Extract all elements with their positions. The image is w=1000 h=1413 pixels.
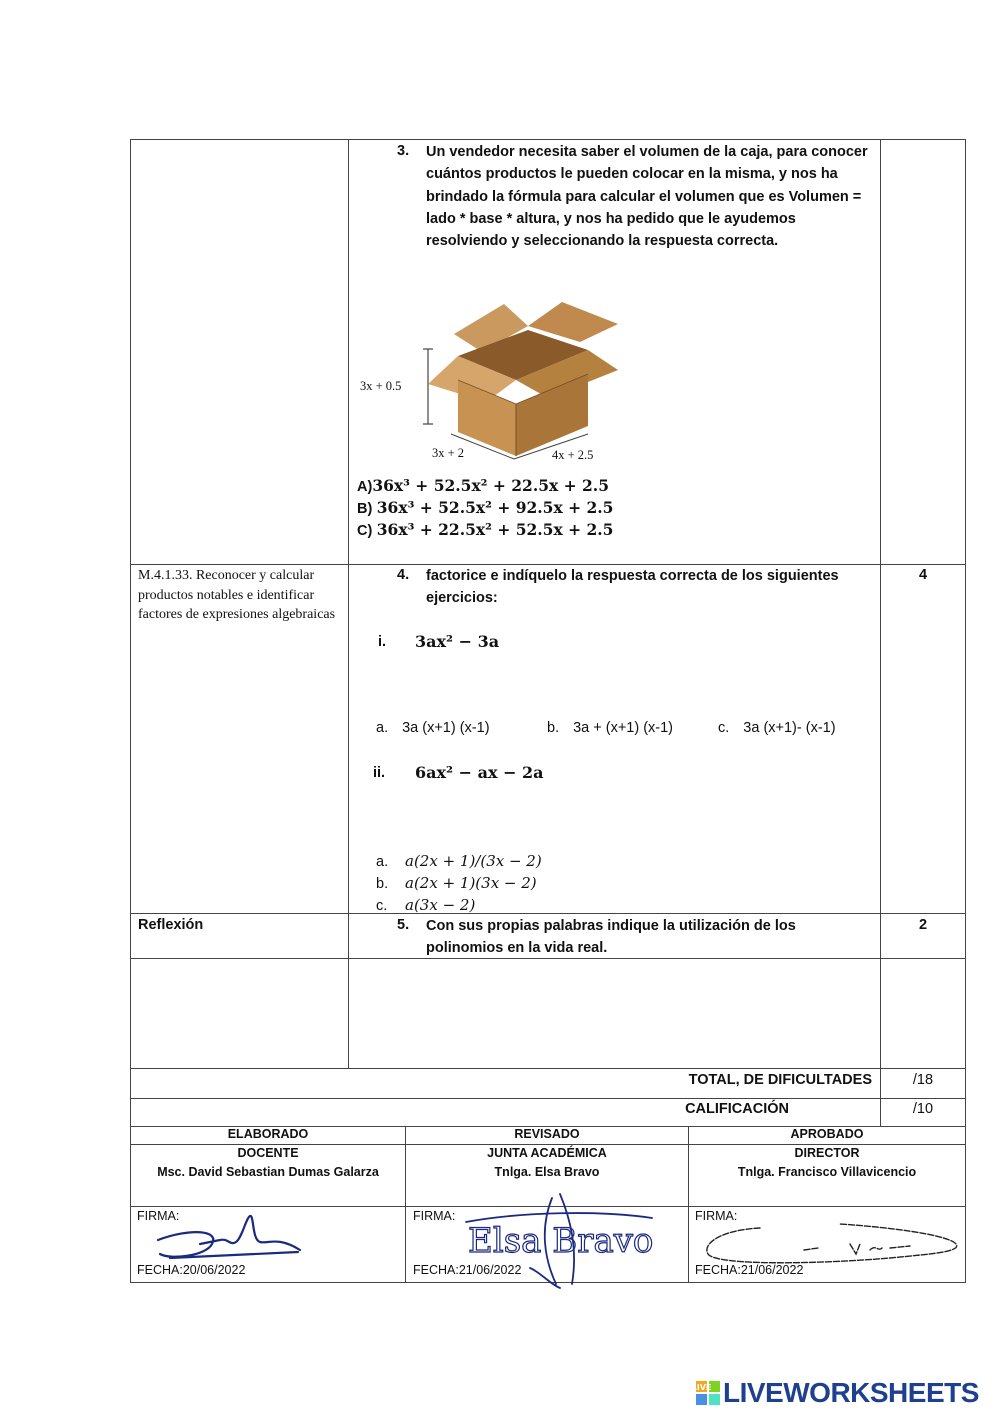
box-width-label: 3x + 2 [432, 446, 465, 460]
question-text: Un vendedor necesita saber el volumen de la caja, para conocer cuántos productos le pueden colocar en la misma, y nos ha brindado la fórmula para calcular el volumen que es Volumen = lado * base * altura, y nos ha pedido que le ayudemos resolviendo y seleccionando la respuesta correcta. [426, 144, 868, 250]
role-director: DIRECTOR [794, 1146, 860, 1160]
name-docente: Msc. David Sebastian Dumas Galarza [157, 1165, 379, 1179]
item-i-option-a[interactable]: a. 3a (x+1) (x-1) [376, 720, 490, 736]
q3-options [357, 476, 613, 542]
signature-junta [460, 1188, 660, 1292]
criterion-text: M.4.1.33. Reconocer y calcular productos notables e identificar factores de expresiones algebraicas [138, 568, 336, 622]
item-i-label: i. [378, 634, 387, 650]
question-text: factorice e indíquelo la respuesta correcta de los siguientes ejercicios: [426, 568, 839, 607]
date-3: FECHA:21/06/2022 [695, 1263, 804, 1277]
role-junta: JUNTA ACADÉMICA [487, 1146, 607, 1160]
item-i-option-c[interactable]: c. 3a (x+1)- (x-1) [718, 720, 836, 736]
firma-label-2: FIRMA: [413, 1209, 456, 1223]
question-number: 5. [397, 917, 410, 933]
item-i-option-b[interactable]: b. 3a + (x+1) (x-1) [547, 720, 674, 736]
total-label: TOTAL, DE DIFICULTADES [688, 1072, 872, 1088]
firma-label-1: FIRMA: [137, 1209, 180, 1223]
option-a[interactable]: A)36x³ + 52.5x² + 22.5x + 2.5 [357, 476, 609, 495]
date-2: FECHA:21/06/2022 [413, 1263, 522, 1277]
box-height-label: 3x + 0.5 [360, 379, 402, 393]
header-revisado: REVISADO [514, 1127, 580, 1141]
item-ii-option-a[interactable]: a. a(2x + 1)/(3x − 2) [376, 852, 542, 870]
item-ii-expr: 6ax² − ax − 2a [415, 763, 544, 782]
item-ii-option-b[interactable]: b. a(2x + 1)(3x − 2) [376, 874, 537, 892]
header-aprobado: APROBADO [790, 1127, 864, 1141]
option-c[interactable]: C) 36x³ + 22.5x² + 52.5x + 2.5 [357, 520, 614, 539]
total-value: /18 [912, 1072, 934, 1088]
grade-value: /10 [912, 1101, 934, 1117]
signature-director [700, 1214, 964, 1270]
item-ii-label: ii. [373, 765, 386, 781]
option-b[interactable]: B) 36x³ + 52.5x² + 92.5x + 2.5 [357, 498, 614, 517]
item-ii-options [376, 851, 542, 917]
answer-area[interactable] [349, 959, 880, 1068]
brand-name: LIVEWORKSHEETS [723, 1377, 979, 1408]
signature-docente [150, 1210, 310, 1270]
firma-label-3: FIRMA: [695, 1209, 738, 1223]
name-junta: Tnlga. Elsa Bravo [494, 1165, 600, 1179]
date-1: FECHA:20/06/2022 [137, 1263, 246, 1277]
name-director: Tnlga. Francisco Villavicencio [737, 1165, 917, 1179]
liveworksheets-logo-icon [691, 1381, 720, 1405]
grade-label: CALIFICACIÓN [685, 1101, 789, 1117]
score: 2 [918, 917, 928, 933]
score: 4 [918, 567, 928, 583]
svg-text:Elsa Bravo: Elsa Bravo [468, 1221, 654, 1261]
box-figure [356, 294, 624, 466]
item-ii-option-c[interactable]: c. a(3x − 2) [376, 896, 476, 914]
criterion-text: Reflexión [138, 917, 204, 933]
item-i-expr: 3ax² − 3a [415, 632, 500, 651]
question-text: Con sus propias palabras indique la utilización de los polinomios en la vida real. [426, 918, 796, 957]
box-depth-label: 4x + 2.5 [552, 448, 594, 462]
header-elaborado: ELABORADO [227, 1127, 309, 1141]
role-docente: DOCENTE [237, 1146, 299, 1160]
svg-text:LIVE: LIVE [691, 1383, 712, 1392]
question-number: 4. [397, 567, 410, 583]
question-number: 3. [397, 143, 410, 159]
